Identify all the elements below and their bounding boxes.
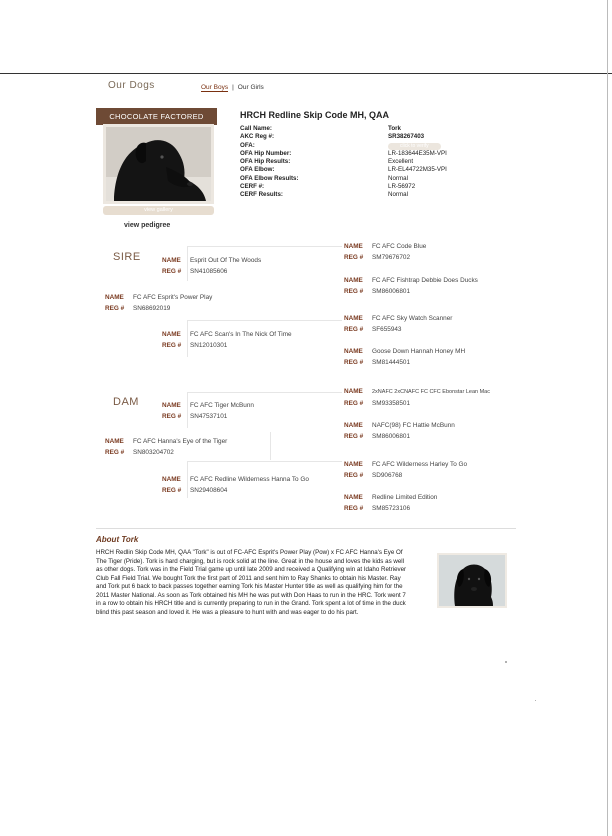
sire-reg: SN68692019 — [133, 305, 171, 312]
dam-sire-name: FC AFC Tiger McBunn — [190, 402, 254, 409]
sire-sire-name: Esprit Out Of The Woods — [190, 257, 262, 264]
pedigree-great-grandparent — [344, 275, 478, 297]
scan-speck — [535, 700, 536, 701]
pedigree-great-grandparent — [344, 241, 426, 263]
dogs-nav — [201, 84, 264, 91]
name-key: NAME — [344, 315, 363, 322]
dog-info-values — [388, 125, 447, 200]
gg-name: FC AFC Wilderness Harley To Go — [372, 461, 468, 468]
reg-key: REG # — [344, 433, 364, 440]
sire-heading: SIRE — [113, 251, 141, 263]
pedigree-great-grandparent — [344, 492, 437, 514]
pedigree-connector — [270, 432, 271, 460]
about-line: blind this past season and loved it. He was a pleasure to hunt with and was eager to do his part. — [96, 608, 359, 616]
label-ofa-elbow: OFA Elbow: — [240, 166, 275, 174]
about-line: in a row to obtain his HRCH title and is currently preparing to run in the Grand. Tork spent a lot of time in the duck — [96, 600, 406, 608]
view-gallery-button[interactable]: view gallery — [103, 206, 214, 215]
dam-name: FC AFC Hanna's Eye of the Tiger — [133, 438, 228, 445]
view-pedigree-link[interactable]: view pedigree — [124, 222, 171, 229]
pedigree-sire-dam — [162, 329, 292, 351]
name-key: NAME — [344, 348, 363, 355]
black-lab-photo-icon — [106, 127, 211, 201]
pedigree-dam-sire — [162, 400, 254, 422]
label-call-name: Call Name: — [240, 125, 272, 132]
name-key: NAME — [105, 438, 124, 445]
reg-key: REG # — [105, 449, 125, 456]
label-akc-reg: AKC Reg #: — [240, 133, 275, 141]
sire-dam-reg: SN12010301 — [190, 342, 228, 349]
name-key: NAME — [344, 422, 363, 429]
page-title: Our Dogs — [108, 80, 155, 91]
reg-key: REG # — [344, 326, 364, 333]
value-ofa-elbow: LR-EL44722M35-VPI — [388, 166, 447, 174]
name-key: NAME — [344, 461, 363, 468]
gg-reg: SM85723106 — [372, 505, 411, 512]
pedigree-great-grandparent — [344, 386, 490, 409]
pedigree-sire-sire — [162, 255, 261, 277]
reg-key: REG # — [344, 400, 364, 407]
about-heading: About Tork — [96, 535, 139, 544]
name-key: NAME — [162, 402, 181, 409]
label-cerf-number: CERF #: — [240, 183, 265, 191]
reg-key: REG # — [344, 472, 364, 479]
value-call-name: Tork — [388, 125, 401, 132]
sire-name: FC AFC Esprit's Power Play — [133, 294, 213, 301]
about-line: Club Fall Field Trial. We bought Tork the first part of 2011 and sent him to Ray Shanks to obtain his Master. Ray — [96, 574, 401, 582]
dam-heading: DAM — [113, 396, 139, 408]
pedigree-great-grandparent — [344, 420, 455, 442]
name-key: NAME — [344, 494, 363, 501]
gg-reg: SM86006801 — [372, 288, 411, 295]
value-ofa-elbow-results: Normal — [388, 174, 408, 182]
ofa-verify-button[interactable]: click to verify — [388, 143, 441, 150]
sire-sire-reg: SN41085606 — [190, 268, 228, 275]
dam-reg: SN803204702 — [133, 449, 174, 456]
about-divider — [96, 528, 516, 529]
pedigree-great-grandparent — [344, 346, 465, 368]
pedigree-great-grandparent — [344, 313, 452, 335]
about-line: HRCH Redlin Skip Code MH, QAA "Tork" is out of FC-AFC Esprit's Power Play (Pow) x FC AFC Hanna's Eye Of — [96, 549, 403, 556]
sire-dam-name: FC AFC Scan's In The Nick Of Time — [190, 331, 292, 338]
reg-key: REG # — [344, 359, 364, 366]
nav-separator: | — [232, 84, 234, 91]
dog-photo[interactable] — [103, 124, 214, 204]
gg-name: Redline Limited Edition — [372, 494, 438, 501]
gg-name: FC AFC Code Blue — [372, 243, 427, 250]
dog-info-labels — [240, 125, 299, 200]
about-paragraph — [96, 549, 428, 617]
pedigree-connector — [187, 320, 342, 321]
value-akc-reg: SR38267403 — [388, 133, 425, 141]
label-ofa: OFA: — [240, 141, 255, 149]
label-cerf-results: CERF Results: — [240, 191, 283, 199]
pedigree-great-grandparent — [344, 459, 467, 481]
value-ofa-hip-results: Excellent — [388, 158, 414, 166]
name-key: NAME — [344, 388, 363, 395]
value-ofa-hip-number: LR-183644E35M-VPI — [388, 149, 447, 157]
value-cerf-results: Normal — [388, 191, 408, 199]
pedigree-connector — [187, 461, 342, 462]
gg-name: Goose Down Hannah Honey MH — [372, 348, 466, 355]
pedigree-dam-dam — [162, 474, 309, 496]
gg-name: FC AFC Fishtrap Debbie Does Ducks — [372, 277, 478, 284]
gg-name: 2xNAFC 2xCNAFC FC CFC Ebonstar Lean Mac — [372, 389, 490, 395]
black-lab-portrait-icon — [439, 555, 505, 606]
about-line: and Tork put 6 back to back passes together earning Tork his Master Hunter title as well as qualifying him for the — [96, 583, 403, 591]
gg-reg: SM81444501 — [372, 359, 411, 366]
about-line: 2011 Master National. As soon as Tork obtained his MH he was put with Don Haas to run in the HRC. Tork went 7 — [96, 591, 406, 599]
nav-our-boys-link[interactable]: Our Boys — [201, 84, 229, 91]
page-right-edge — [607, 0, 608, 836]
pedigree-sire — [105, 292, 212, 314]
dog-registered-name: HRCH Redline Skip Code MH, QAA — [240, 110, 390, 120]
label-ofa-hip-number: OFA Hip Number: — [240, 149, 292, 157]
dam-dam-reg: SN29408604 — [190, 487, 228, 494]
nav-our-girls-link[interactable]: Our Girls — [237, 84, 264, 91]
reg-key: REG # — [162, 413, 182, 420]
pedigree-connector — [187, 392, 342, 393]
label-ofa-elbow-results: OFA Elbow Results: — [240, 174, 299, 182]
reg-key: REG # — [162, 342, 182, 349]
gg-reg: SM86006801 — [372, 433, 411, 440]
dam-dam-name: FC AFC Redline Wilderness Hanna To Go — [190, 476, 309, 483]
gg-name: NAFC(98) FC Hattie McBunn — [372, 422, 455, 429]
name-key: NAME — [162, 331, 181, 338]
gg-reg: SM79676702 — [372, 254, 411, 261]
reg-key: REG # — [162, 268, 182, 275]
scan-speck — [505, 661, 507, 663]
reg-key: REG # — [344, 505, 364, 512]
dam-sire-reg: SN47537101 — [190, 413, 228, 420]
gg-name: FC AFC Sky Watch Scanner — [372, 315, 453, 322]
label-ofa-hip-results: OFA Hip Results: — [240, 158, 291, 166]
reg-key: REG # — [344, 288, 364, 295]
gg-reg: SM93358501 — [372, 400, 411, 407]
name-key: NAME — [344, 277, 363, 284]
reg-key: REG # — [344, 254, 364, 261]
reg-key: REG # — [162, 487, 182, 494]
name-key: NAME — [344, 243, 363, 250]
about-line: The Tiger (Pride). Tork is hard charging, but is rock solid at the line. Great in the house and loves the kids as well — [96, 557, 405, 565]
pedigree-dam — [105, 436, 227, 458]
reg-key: REG # — [105, 305, 125, 312]
value-cerf-number: LR-56972 — [388, 183, 416, 191]
about-line: as other dogs. Tork was in the Field Trial game up until late 2009 and received a Qualifying win at Idaho Retriever — [96, 566, 407, 574]
page-top-rule — [0, 73, 612, 74]
gg-reg: SD906768 — [372, 472, 403, 479]
brand-banner: CHOCOLATE FACTORED — [96, 108, 217, 125]
name-key: NAME — [105, 294, 124, 301]
pedigree-connector — [187, 246, 342, 247]
gg-reg: SF655943 — [372, 326, 402, 333]
about-dog-photo — [437, 553, 507, 608]
name-key: NAME — [162, 257, 181, 264]
name-key: NAME — [162, 476, 181, 483]
